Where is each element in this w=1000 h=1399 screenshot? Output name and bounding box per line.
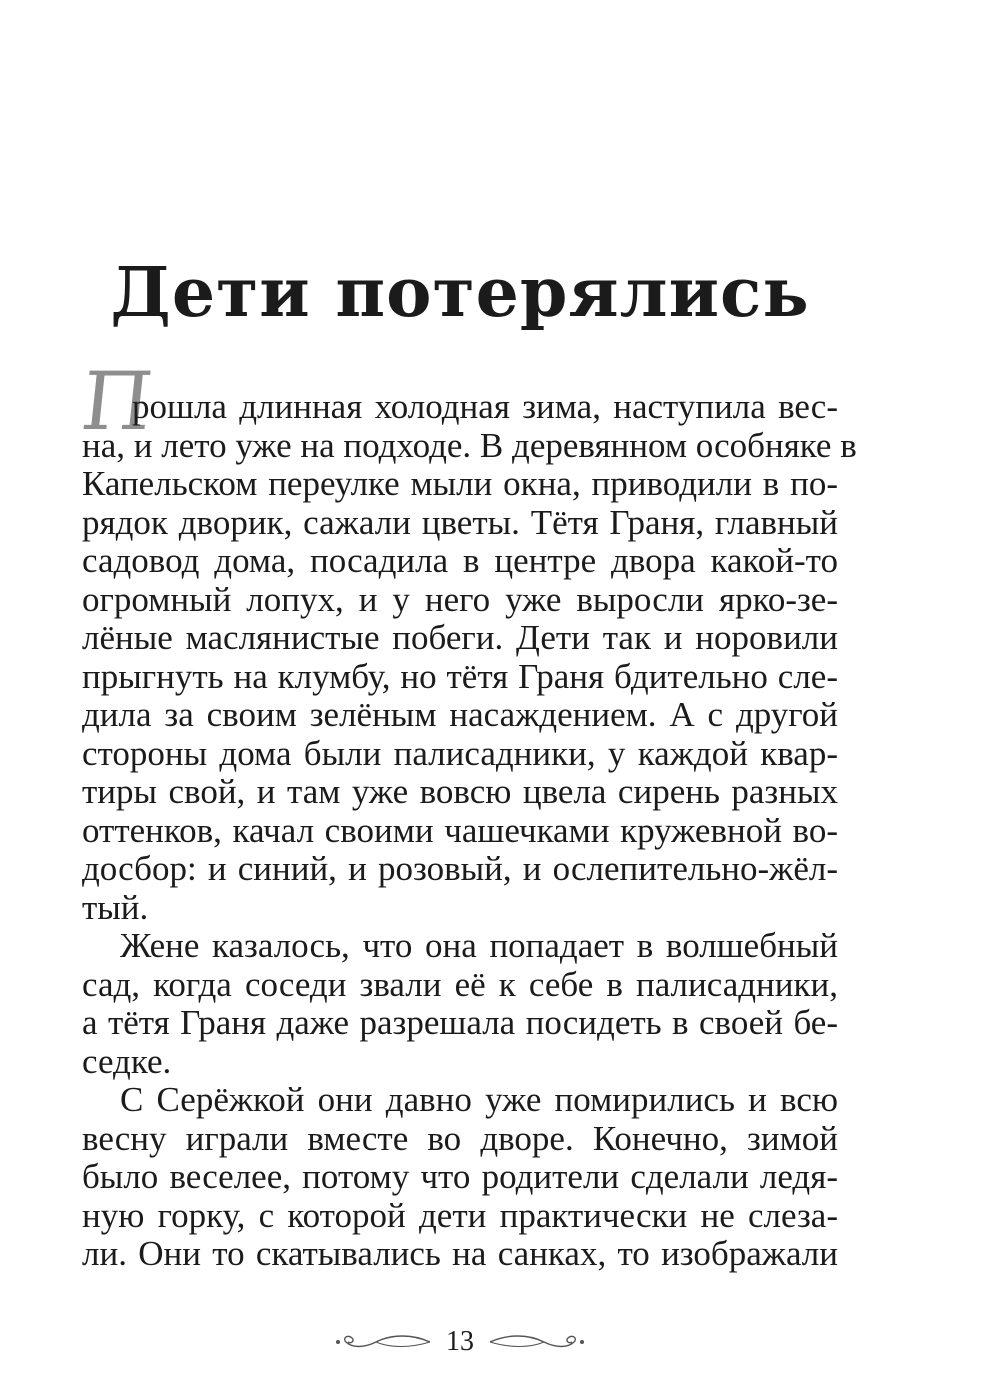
text-line: Жене казалось, что она попадает в волшебный [120,926,838,965]
chapter-body [82,387,857,1274]
text-line: весну играли вместе во дворе. Конечно, зимой [82,1118,838,1158]
chapter-title: Дети потерялись [110,253,810,333]
text-line: стороны дома были палисадники, у каждой квар- [82,733,838,773]
text-line: огромный лопух, и у него уже выросли ярко-зе- [82,579,838,619]
text-line: садовод дома, посадила в центре двора какой-то [82,541,838,580]
text-line: оттенков, качал своими чашечками кружевной во- [82,810,838,850]
text-line: а тётя Граня даже разрешала посидеть в своей бе- [82,1003,838,1042]
text-line: Капельском переулке мыли окна, приводили в по- [82,464,838,503]
text-line: седке. [82,1041,172,1081]
text-line: досбор: и синий, и розовый, и ослепительно-жёл- [82,849,838,888]
text-line: рошла длинная холодная зима, наступила вес- [132,387,838,426]
left-flourish-icon [332,1330,432,1354]
drop-cap: П [77,355,157,448]
text-line: С Серёжкой они давно уже помирились и всю [120,1080,838,1119]
text-line: рядок дворик, сажали цветы. Тётя Граня, главный [82,502,838,542]
text-line: ную горку, с которой дети практически не слеза- [82,1195,838,1235]
text-line: сад, когда соседи звали её к себе в палисадники, [82,964,838,1004]
text-line: лёные маслянистые побеги. Дети так и норовили [82,618,838,657]
text-line: тый. [82,887,149,927]
text-line: ли. Они то скатывались на санках, то изображали [82,1234,838,1273]
page-number: 13 [446,1326,474,1357]
text-line: тиры свой, и там уже вовсю цвела сирень разных [82,772,838,811]
text-line: было веселее, потому что родители сделали ледя- [82,1157,838,1196]
text-line: прыгнуть на клумбу, но тётя Граня бдительно сле- [82,656,838,696]
page-footer [0,1322,920,1362]
text-line: дила за своим зелёным насаждением. А с другой [82,695,838,734]
text-line: на, и лето уже на подходе. В деревянном особняке в [82,425,857,465]
right-flourish-icon [488,1330,588,1354]
